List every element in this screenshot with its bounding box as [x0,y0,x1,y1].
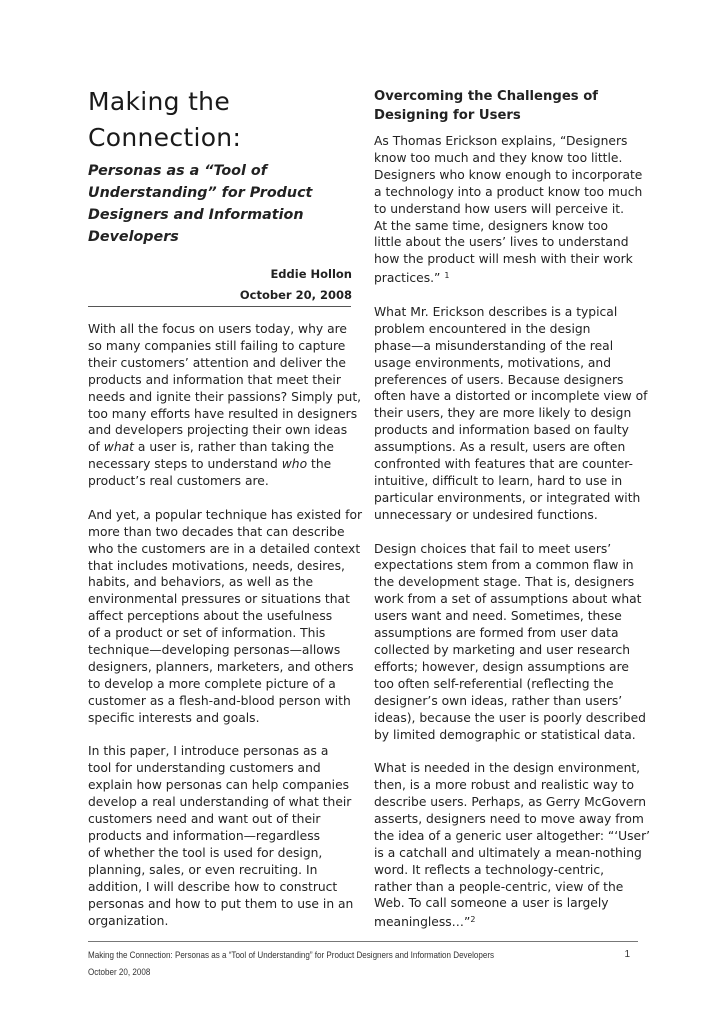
text-line: too often self-referential (reflecting the [374,676,614,691]
page-footer [88,946,638,980]
subtitle-line: Personas as a “Tool of [88,163,267,179]
text-line: the idea of a generic user altogether: “‘User’ [374,828,651,843]
text-line: collected by marketing and user research [374,642,631,657]
heading-line: Overcoming the Challenges of [374,89,599,104]
text-line: usage environments, motivations, and [374,355,612,370]
text-run: necessary steps to understand [88,457,282,472]
text-line: too many efforts have resulted in designers [88,406,358,421]
subtitle-line: Understanding” for Product [88,185,313,201]
page-number: 1 [624,949,630,960]
page-title [88,84,358,156]
text-run: the [307,457,332,472]
text-line: phase—a misunderstanding of the real [374,338,614,353]
text-run: meaningless…” [374,915,471,930]
subtitle-line: Developers [88,229,179,245]
byline [200,264,352,306]
text-line: environmental pressures or situations that [88,592,350,607]
paragraph [88,743,356,929]
text-line: is a catchall and ultimately a mean-nothing [374,845,642,860]
text-line: a technology into a product know too much [374,184,643,199]
text-run: a user is, rather than taking the [133,440,334,455]
right-column [374,133,651,948]
text-line: With all the focus on users today, why are [88,322,347,336]
text-line: And yet, a popular technique has existed for [88,507,363,522]
text-line: What is needed in the design environment, [374,761,641,776]
text-line: their customers’ attention and deliver the [88,355,346,370]
text-line: unnecessary or undesired functions. [374,507,598,522]
text-line: Design choices that fail to meet users’ [374,541,612,556]
title-line: Making the [88,87,231,116]
footer-title: Making the Connection: Personas as a “Tool of Understanding” for Product Designers and Information Developers [88,949,495,960]
text-line: assumptions. As a result, users are often [374,440,626,455]
text-line: Designers who know enough to incorporate [374,167,643,182]
text-line: develop a real understanding of what their [88,795,352,810]
text-line: preferences of users. Because designers [374,372,624,387]
text-line: planning, sales, or even recruiting. In [88,862,318,877]
text-line: that includes motivations, needs, desires, [88,558,345,573]
text-line: products and information—regardless [88,828,321,843]
text-line: organization. [88,913,169,928]
text-line: intuitive, difficult to learn, hard to use in [374,474,623,489]
emphasis-what: what [103,440,134,455]
text-line: specific interests and goals. [88,710,260,725]
text-line: Web. To call someone a user is largely [374,896,609,911]
paragraph [374,133,646,287]
text-line: efforts; however, design assumptions are [374,659,629,674]
title-line: Connection: [88,123,242,152]
text-line: work from a set of assumptions about what [374,592,642,607]
text-line: and developers projecting their own ideas [88,423,348,438]
text-line: products and information based on faulty [374,423,629,438]
author-name: Eddie Hollon [270,267,352,281]
paragraph [374,541,646,744]
heading-line: Designing for Users [374,108,521,123]
paragraph [88,321,362,490]
text-line [374,268,646,287]
text-line: In this paper, I introduce personas as a [88,744,329,759]
footnote-marker: 1 [444,271,450,281]
text-line: products and information that meet their [88,372,341,387]
text-line: who the customers are in a detailed context [88,541,361,556]
text-line: customer as a flesh-and-blood person with [88,693,351,708]
text-line: so many companies still failing to capture [88,338,346,353]
text-line: tool for understanding customers and [88,761,321,776]
text-line: ideas), because the user is poorly described [374,710,646,725]
text-line: the development stage. That is, designers [374,575,635,590]
text-run: practices.” [374,271,445,286]
text-line: know too much and they know too little. [374,150,623,165]
text-line: At the same time, designers know too [374,218,609,233]
text-line: explain how personas can help companies [88,778,350,793]
text-line [88,439,356,456]
text-line: What Mr. Erickson describes is a typical [374,304,618,319]
title-divider [88,306,351,307]
paragraph [374,760,651,931]
page-subtitle [88,160,358,248]
footer-date: October 20, 2008 [88,966,151,977]
footer-divider [88,941,638,942]
paragraph [374,304,646,524]
text-line: technique—developing personas—allows [88,643,341,658]
publication-date: October 20, 2008 [239,288,352,302]
text-line: by limited demographic or statistical data. [374,727,636,742]
emphasis-who: who [281,457,308,472]
text-line: to develop a more complete picture of a [88,676,336,691]
text-line: addition, I will describe how to construct [88,879,338,894]
text-run: of [88,440,104,455]
text-line: affect perceptions about the usefulness [88,609,333,624]
text-line: users want and need. Sometimes, these [374,609,622,624]
text-line: designer’s own ideas, rather than users’ [374,693,623,708]
text-line: expectations stem from a common flaw in [374,558,634,573]
text-line: As Thomas Erickson explains, “Designers [374,134,628,148]
text-line: little about the users’ lives to understand [374,235,629,250]
text-line: more than two decades that can describe [88,524,345,539]
text-line: how the product will mesh with their work [374,252,633,267]
subtitle-line: Designers and Information [88,207,304,223]
text-line: of a product or set of information. This [88,626,326,641]
text-line: product’s real customers are. [88,474,269,489]
footnote-marker: 2 [470,915,476,925]
text-line: confronted with features that are counter- [374,457,633,472]
text-line: designers, planners, marketers, and others [88,660,354,675]
text-line: often have a distorted or incomplete view of [374,389,648,404]
text-line: word. It reflects a technology-centric, [374,862,604,877]
text-line: their users, they are more likely to design [374,406,632,421]
text-line: asserts, designers need to move away from [374,811,644,826]
text-line [374,912,646,931]
text-line: needs and ignite their passions? Simply put, [88,389,362,404]
text-line: particular environments, or integrated with [374,490,641,505]
text-line: personas and how to put them to use in an [88,896,354,911]
text-line: then, is a more robust and realistic way to [374,778,634,793]
text-line: rather than a people-centric, view of the [374,879,624,894]
text-line: to understand how users will perceive it. [374,201,624,216]
text-line: problem encountered in the design [374,321,591,336]
text-line: describe users. Perhaps, as Gerry McGovern [374,795,647,810]
text-line: customers need and want out of their [88,812,321,827]
text-line [88,456,356,473]
text-line: of whether the tool is used for design, [88,845,323,860]
section-heading [374,87,644,125]
text-line: assumptions are formed from user data [374,626,619,641]
left-column [88,321,363,946]
text-line: habits, and behaviors, as well as the [88,575,314,590]
paragraph [88,507,363,727]
